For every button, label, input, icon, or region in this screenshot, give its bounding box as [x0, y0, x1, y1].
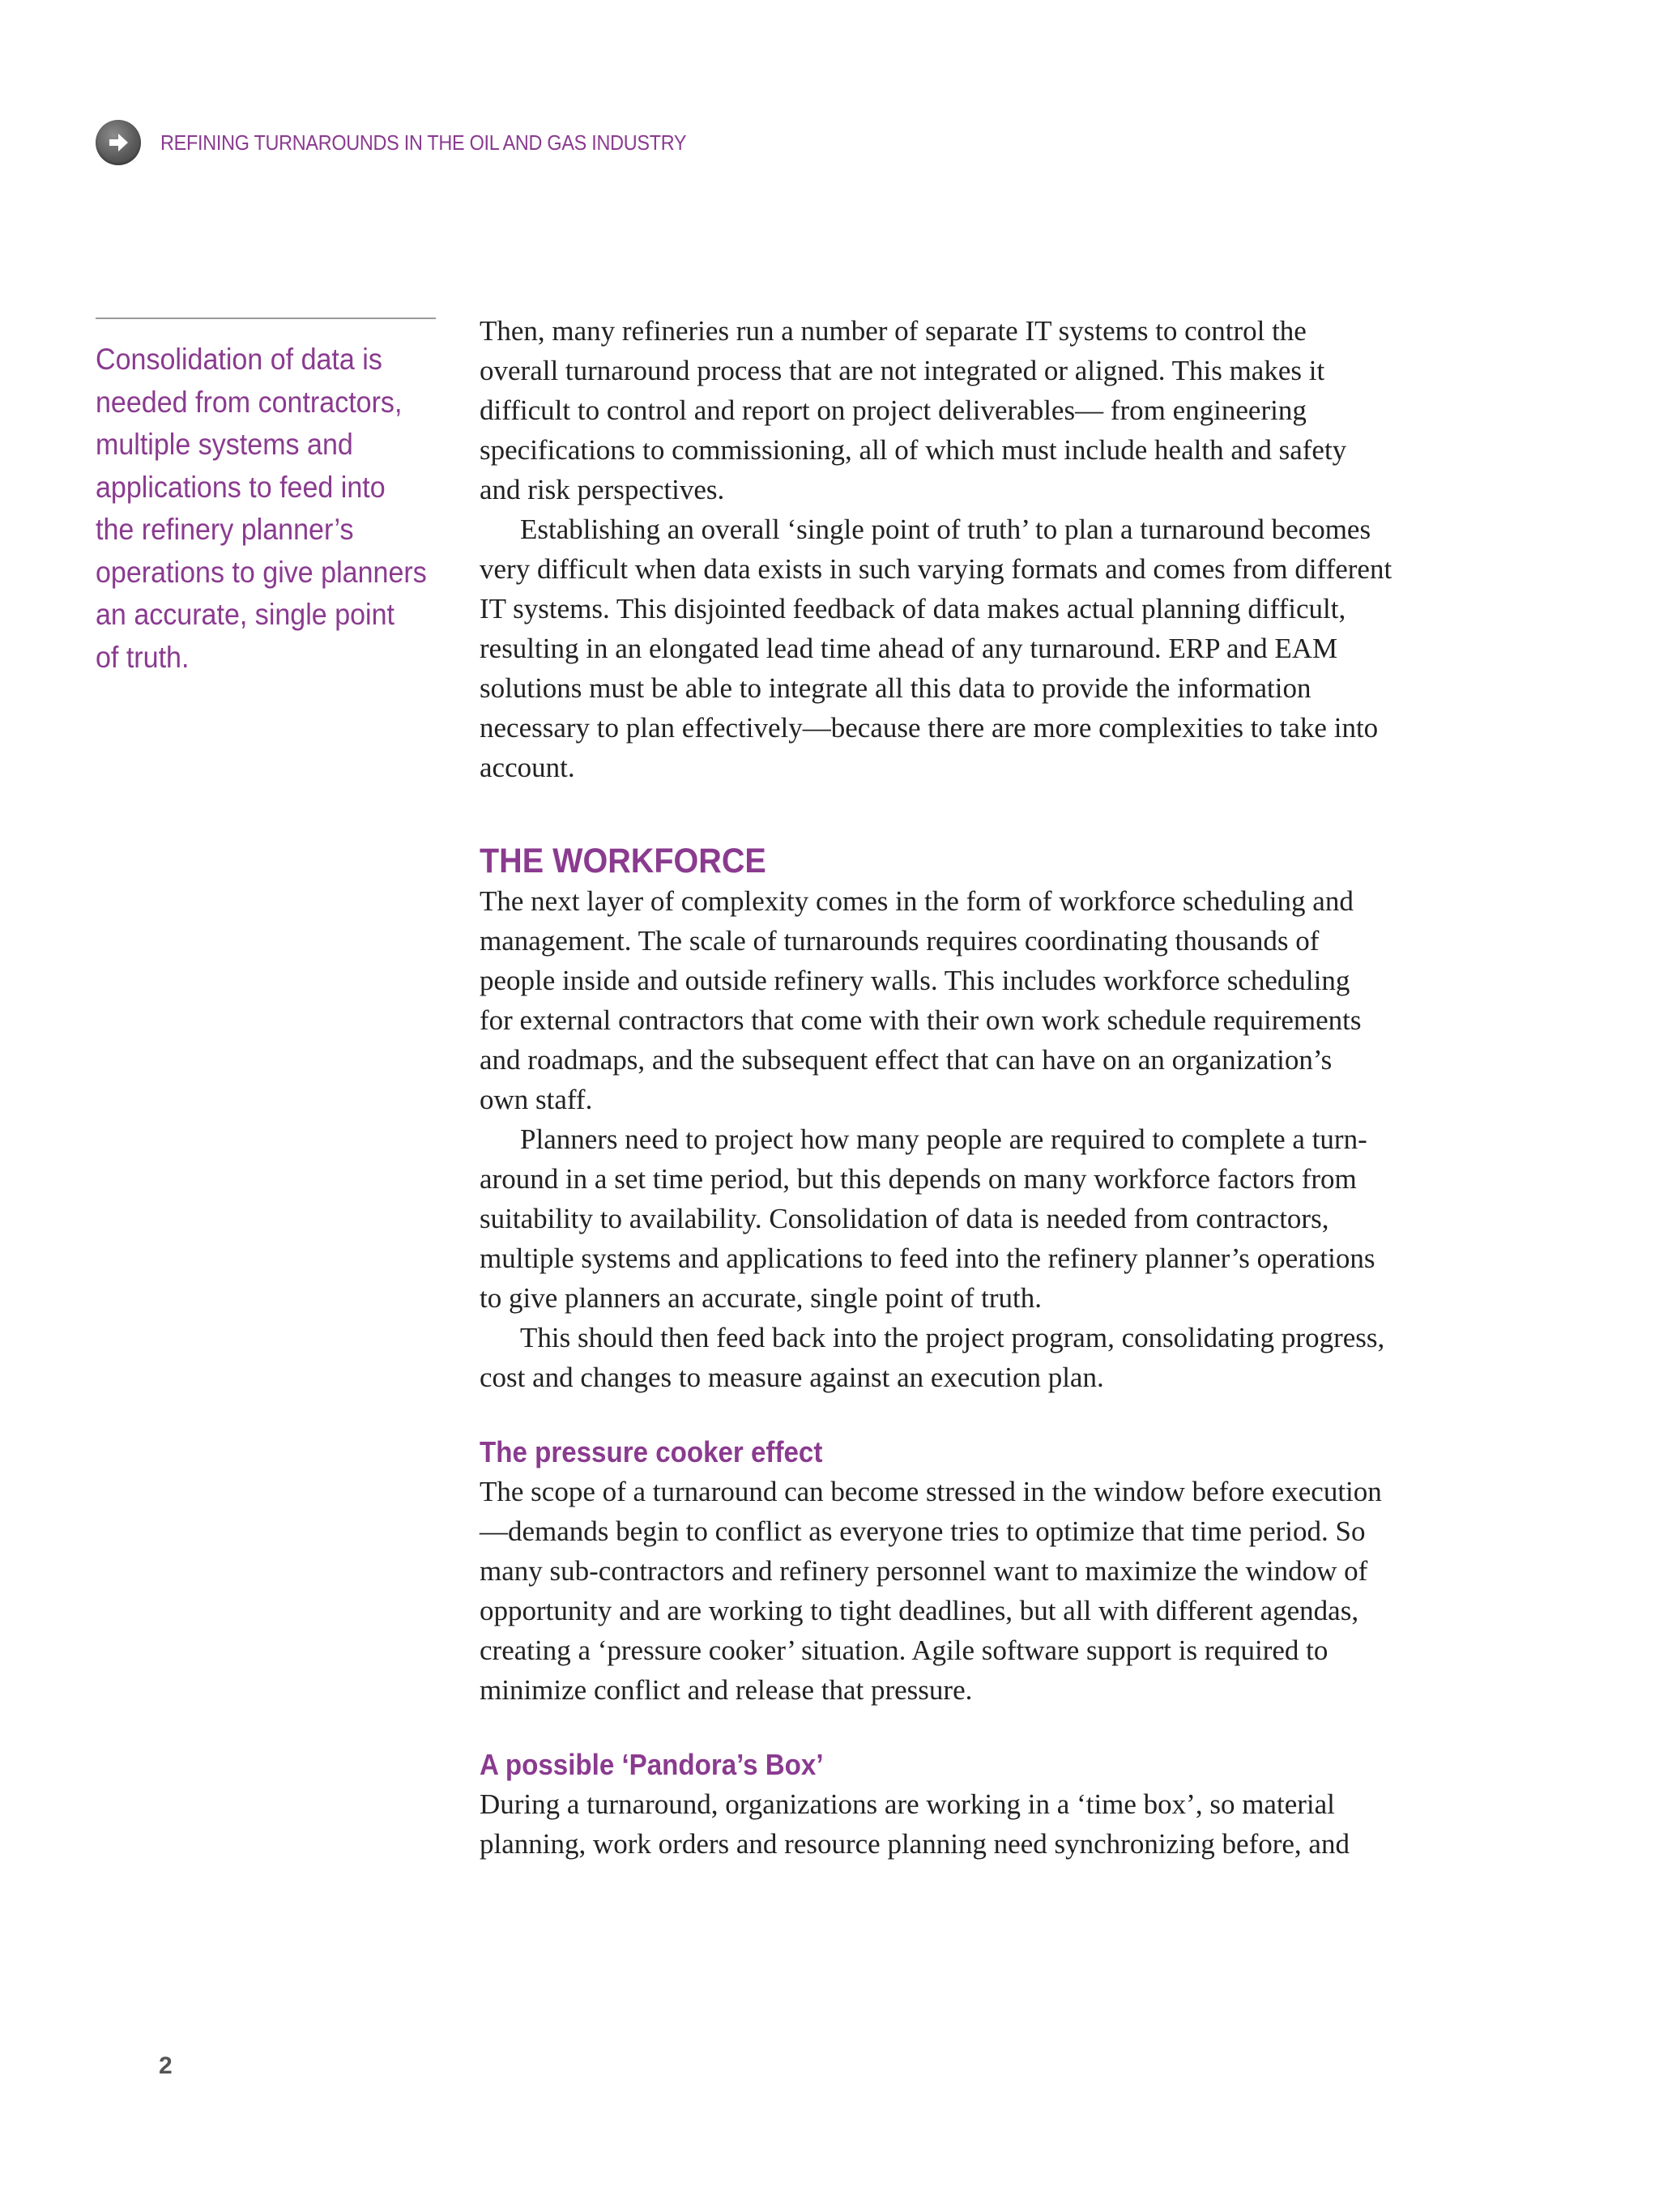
- text-line: The next layer of complexity comes in the form of workforce scheduling and: [480, 885, 1354, 917]
- workforce-paragraph-3: [480, 1318, 1468, 1397]
- section-spacer: [480, 1710, 1468, 1745]
- pressure-cooker-heading: The pressure cooker effect: [480, 1435, 823, 1468]
- text-line: creating a ‘pressure cooker’ situation. Agile software support is required to: [480, 1634, 1328, 1666]
- section-spacer: [480, 787, 1468, 842]
- page-header: [96, 120, 744, 165]
- text-line: difficult to control and report on project deliverables— from engineering: [480, 394, 1307, 426]
- text-line: cost and changes to measure against an execution plan.: [480, 1362, 1104, 1393]
- header-title: REFINING TURNAROUNDS IN THE OIL AND GAS INDUSTRY: [160, 130, 687, 155]
- text-line: multiple systems and applications to feed into the refinery planner’s operations: [480, 1242, 1375, 1274]
- text-line: Planners need to project how many people are required to complete a turn-: [520, 1123, 1367, 1155]
- text-line: opportunity and are working to tight deadlines, but all with different agendas,: [480, 1595, 1359, 1626]
- text-line: —demands begin to conflict as everyone tries to optimize that time period. So: [480, 1515, 1366, 1547]
- text-line: planning, work orders and resource planning need synchronizing before, and: [480, 1828, 1350, 1860]
- text-line: management. The scale of turnarounds requires coordinating thousands of: [480, 925, 1320, 957]
- text-line: suitability to availability. Consolidation of data is needed from contractors,: [480, 1203, 1329, 1234]
- text-line: solutions must be able to integrate all this data to provide the information: [480, 672, 1311, 704]
- text-line: and risk perspectives.: [480, 474, 725, 505]
- text-line: IT systems. This disjointed feedback of data makes actual planning difficult,: [480, 593, 1346, 624]
- sidebar-divider: [96, 318, 436, 319]
- text-line: resulting in an elongated lead time ahead of any turnaround. ERP and EAM: [480, 633, 1338, 664]
- text-line: Establishing an overall ‘single point of truth’ to plan a turnaround becomes: [520, 514, 1371, 545]
- text-line: necessary to plan effectively—because there are more complexities to take into: [480, 712, 1379, 744]
- text-line: to give planners an accurate, single point of truth.: [480, 1282, 1042, 1314]
- section-spacer: [480, 1397, 1468, 1432]
- workforce-paragraph-2: [480, 1119, 1468, 1318]
- pull-quote-line: of truth.: [96, 640, 190, 674]
- arrow-right-circle-icon: [96, 120, 141, 165]
- intro-paragraph-2: [480, 509, 1468, 787]
- page-number: 2: [159, 2052, 173, 2079]
- text-line: Then, many refineries run a number of separate IT systems to control the: [480, 315, 1307, 347]
- text-line: During a turnaround, organizations are working in a ‘time box’, so material: [480, 1788, 1335, 1820]
- text-line: around in a set time period, but this depends on many workforce factors from: [480, 1163, 1357, 1195]
- pull-quote-line: applications to feed into: [96, 470, 386, 504]
- text-line: and roadmaps, and the subsequent effect that can have on an organization’s: [480, 1044, 1333, 1076]
- pull-quote-line: multiple systems and: [96, 428, 353, 461]
- workforce-paragraph-1: [480, 881, 1468, 1119]
- text-line: for external contractors that come with their own work schedule requirements: [480, 1004, 1362, 1036]
- text-line: minimize conflict and release that pressure.: [480, 1674, 973, 1706]
- text-line: many sub-contractors and refinery personnel want to maximize the window of: [480, 1555, 1368, 1587]
- text-line: overall turnaround process that are not integrated or aligned. This makes it: [480, 355, 1325, 386]
- pull-quote-line: operations to give planners: [96, 555, 427, 589]
- pull-quote-line: Consolidation of data is: [96, 343, 382, 376]
- text-line: very difficult when data exists in such varying formats and comes from different: [480, 553, 1392, 585]
- pull-quote-line: needed from contractors,: [96, 385, 403, 419]
- text-line: specifications to commissioning, all of which must include health and safety: [480, 434, 1347, 466]
- pull-quote: [96, 339, 438, 679]
- text-line: people inside and outside refinery walls. This includes workforce scheduling: [480, 965, 1350, 996]
- text-line: account.: [480, 752, 575, 783]
- main-column: [480, 311, 1468, 1864]
- intro-paragraph-1: [480, 311, 1468, 509]
- text-line: The scope of a turnaround can become stressed in the window before execution: [480, 1476, 1382, 1507]
- pandoras-box-paragraph: [480, 1784, 1468, 1864]
- workforce-heading: THE WORKFORCE: [480, 842, 766, 880]
- pandoras-box-heading: A possible ‘Pandora’s Box’: [480, 1748, 824, 1781]
- text-line: This should then feed back into the project program, consolidating progress,: [520, 1322, 1385, 1353]
- pull-quote-line: the refinery planner’s: [96, 513, 354, 546]
- pull-quote-line: an accurate, single point: [96, 598, 395, 631]
- pressure-cooker-paragraph: [480, 1472, 1468, 1710]
- text-line: own staff.: [480, 1084, 593, 1115]
